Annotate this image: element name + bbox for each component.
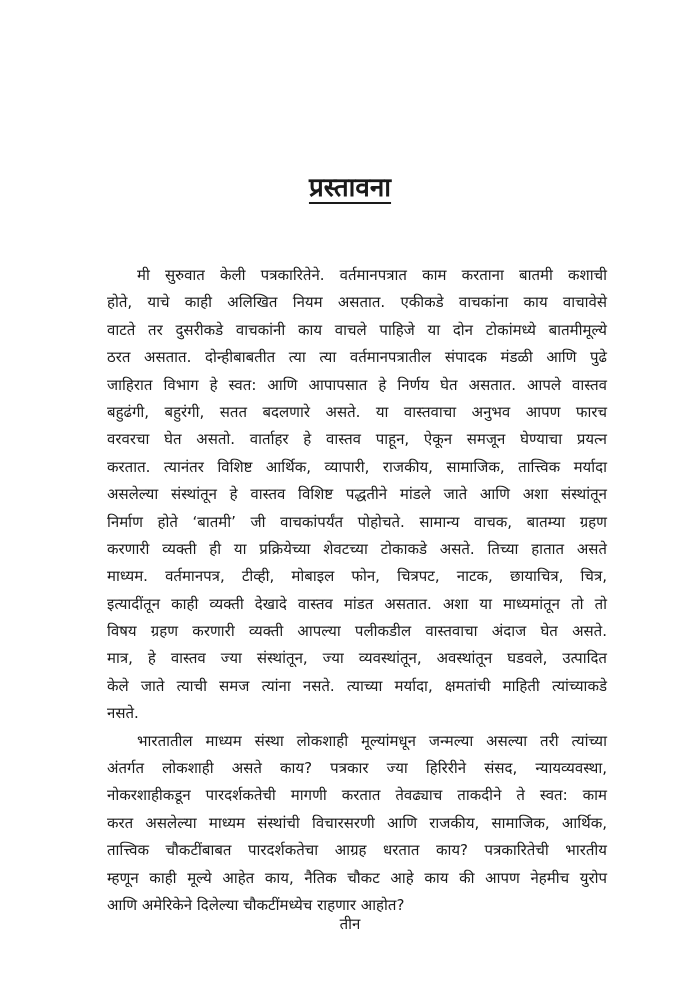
text-line: वरवरचा घेत असतो. वार्ताहर हे वास्तव पाहून, ऐकून समजून घेण्याचा प्रयत्न [107,430,607,449]
text-line: करणारी व्यक्ती ही या प्रक्रियेच्या शेवटच्या टोकाकडे असते. तिच्या हातात असते [107,539,607,558]
text-line: भारतातील माध्यम संस्था लोकशाही मूल्यांमधून जन्मल्या असल्या तरी त्यांच्या [137,731,607,750]
text-line: विषय ग्रहण करणारी व्यक्ती आपल्या पलीकडील वास्तवाचा अंदाज घेत असते. [107,622,607,641]
paragraph-1 [107,262,607,728]
text-line: ठरत असतात. दोन्हीबाबतीत त्या त्या वर्तमानपत्रातील संपादक मंडळी आणि पुढे [107,348,607,367]
text-line: माध्यम. वर्तमानपत्र, टीव्ही, मोबाइल फोन, चित्रपट, नाटक, छायाचित्र, चित्र, [107,567,607,586]
title-text: प्रस्तावना [308,173,392,203]
page-number: तीन [339,915,361,933]
text-line: नसते. [107,704,139,723]
text-line: मात्र, हे वास्तव ज्या संस्थांतून, ज्या व्यवस्थांतून, अवस्थांतून घडवले, उत्पादित [107,649,607,668]
text-line: करतात. त्यानंतर विशिष्ट आर्थिक, व्यापारी, राजकीय, सामाजिक, तात्त्विक मर्यादा [107,457,607,476]
paragraph-2 [107,728,607,920]
text-line: आणि अमेरिकेने दिलेल्या चौकटींमध्येच राहणार आहोत? [107,895,405,914]
text-line: मी सुरुवात केली पत्रकारितेने. वर्तमानपत्रात काम करताना बातमी कशाची [137,266,607,284]
page-title [0,168,700,204]
text-line: जाहिरात विभाग हे स्वत: आणि आपापसात हे निर्णय घेत असतात. आपले वास्तव [107,375,607,394]
text-line: बहुढंगी, बहुरंगी, सतत बदलणारे असते. या वास्तवाचा अनुभव आपण फारच [107,402,607,421]
text-line: तात्त्विक चौकटींबाबत पारदर्शकतेचा आग्रह धरतात काय? पत्रकारितेची भारतीय [107,841,607,860]
text-line: इत्यादींतून काही व्यक्ती देखादे वास्तव मांडत असतात. अशा या माध्यमांतून तो तो [107,594,607,613]
text-line: अंतर्गत लोकशाही असते काय? पत्रकार ज्या हिरिरीने संसद, न्यायव्यवस्था, [107,759,607,778]
preface-body [107,262,607,919]
text-line: वाटते तर दुसरीकडे वाचकांनी काय वाचले पाहिजे या दोन टोकांमध्ये बातमीमूल्ये [107,320,607,339]
text-line: म्हणून काही मूल्ये आहेत काय, नैतिक चौकट आहे काय की आपण नेहमीच युरोप [107,868,607,887]
text-line: करत असलेल्या माध्यम संस्थांची विचारसरणी आणि राजकीय, सामाजिक, आर्थिक, [107,813,607,832]
text-line: होते, याचे काही अलिखित नियम असतात. एकीकडे वाचकांना काय वाचावेसे [107,293,607,312]
text-line: केले जाते त्याची समज त्यांना नसते. त्याच्या मर्यादा, क्षमतांची माहिती त्यांच्याकडे [107,676,607,695]
text-line: नोकरशाहीकडून पारदर्शकतेची मागणी करतात तेवढ्याच ताकदीने ते स्वत: काम [107,786,607,805]
text-line: निर्माण होते ‘बातमी’ जी वाचकांपर्यंत पोहोचते. सामान्य वाचक, बातम्या ग्रहण [107,512,607,531]
text-line: असलेल्या संस्थांतून हे वास्तव विशिष्ट पद्धतीने मांडले जाते आणि अशा संस्थांतून [107,485,607,504]
